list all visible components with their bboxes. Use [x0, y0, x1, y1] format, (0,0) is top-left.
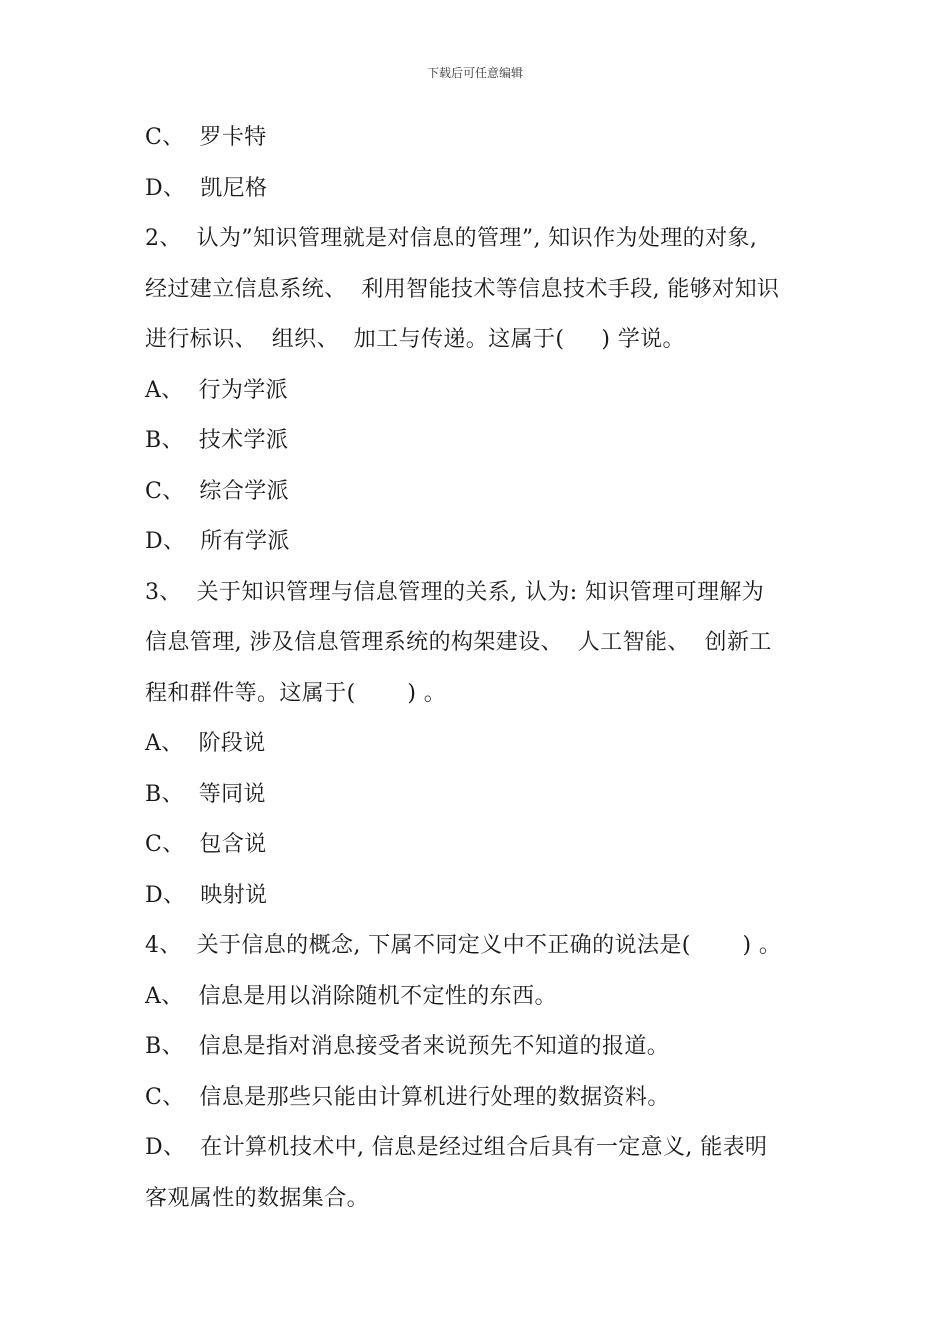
option-d-q1: D、 凯尼格: [145, 175, 268, 201]
option-b-q4: B、 信息是指对消息接受者来说预先不知道的报道。: [145, 1034, 670, 1059]
question-2-line-1: 2、 认为”知识管理就是对信息的管理”, 知识作为处理的对象,: [145, 226, 758, 251]
question-3-line-3: 程和群件等。这属于( ) 。: [145, 680, 447, 706]
question-2-line-3: 进行标识、 组织、 加工与传递。这属于( ) 学说。: [145, 327, 685, 352]
option-b-q3: B、 等同说: [145, 781, 266, 807]
option-a-q2: A、 行为学派: [145, 377, 289, 403]
option-c-q3: C、 包含说: [145, 832, 267, 857]
option-d-q2: D、 所有学派: [145, 529, 290, 554]
option-b-q2: B、 技术学派: [145, 428, 289, 453]
option-a-q4: A、 信息是用以消除随机不定性的东西。: [145, 983, 557, 1009]
question-3-line-1: 3、 关于知识管理与信息管理的关系, 认为: 知识管理可理解为: [145, 579, 765, 605]
option-c-q4: C、 信息是那些只能由计算机进行处理的数据资料。: [145, 1084, 670, 1110]
option-c-q2: C、 综合学派: [145, 478, 290, 504]
question-3-line-2: 信息管理, 涉及信息管理系统的构架建设、 人工智能、 创新工: [145, 630, 772, 655]
option-d-q3: D、 映射说: [145, 882, 268, 908]
document-body: [145, 113, 820, 1224]
option-c-q1: C、 罗卡特: [145, 125, 267, 150]
option-a-q3: A、 阶段说: [145, 731, 266, 756]
page-header: 下载后可任意编辑: [426, 66, 523, 80]
option-d-q4-line-1: D、 在计算机技术中, 信息是经过组合后具有一定意义, 能表明: [145, 1135, 768, 1160]
question-4: 4、 关于信息的概念, 下属不同定义中不正确的说法是( ) 。: [145, 933, 782, 958]
question-2-line-2: 经过建立信息系统、 利用智能技术等信息技术手段, 能够对知识: [145, 276, 780, 302]
option-d-q4-line-2: 客观属性的数据集合。: [145, 1185, 370, 1211]
